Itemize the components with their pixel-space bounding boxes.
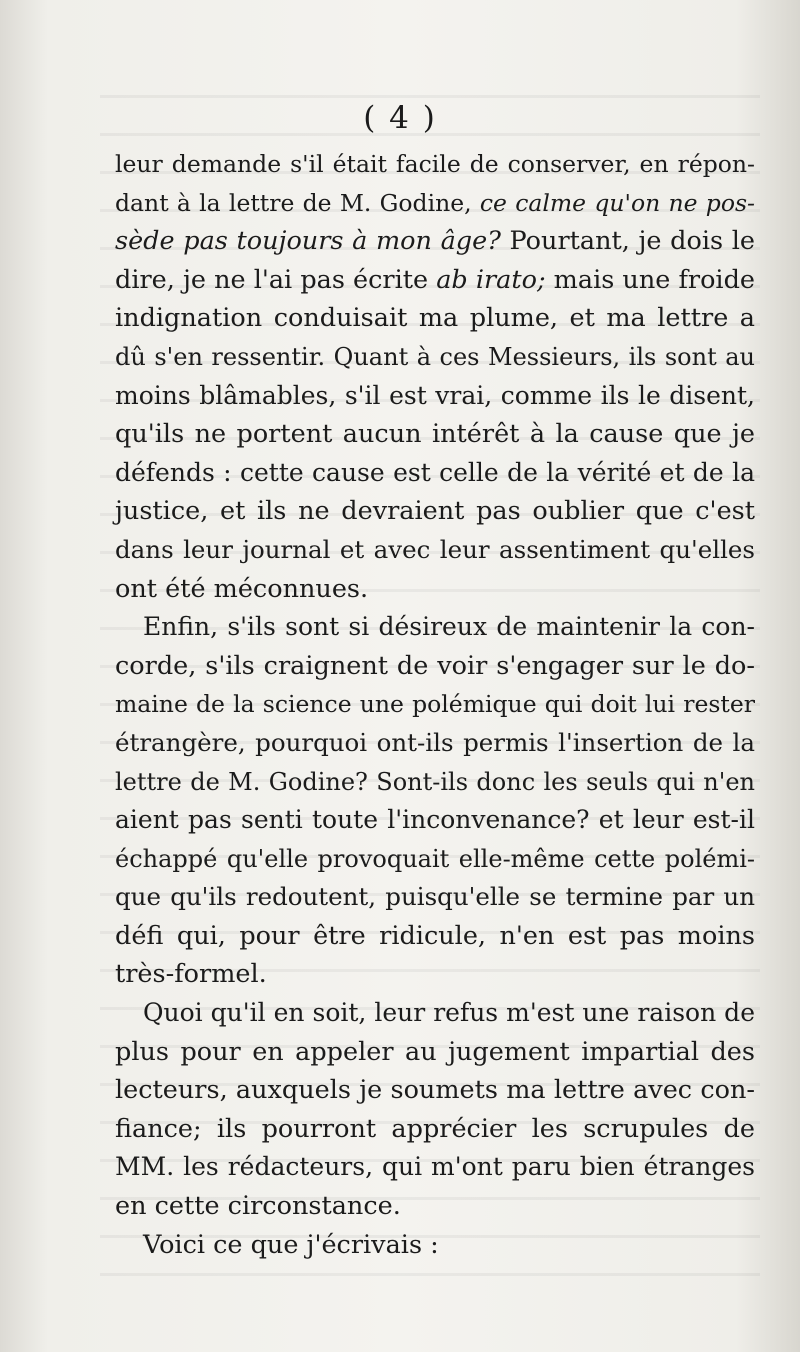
text-line: étrangère, pourquoi ont-ils permis l'insertion de la — [115, 727, 755, 757]
text-line: leur demande s'il était facile de conserver, en répon- — [115, 150, 755, 178]
text-line: dû s'en ressentir. Quant à ces Messieurs, ils sont au — [115, 342, 755, 371]
paragraph-start: Voici ce que j'écrivais : — [143, 1229, 439, 1260]
text-line: moins blâmables, s'il est vrai, comme ils le disent, — [115, 380, 755, 410]
text-line: défi qui, pour être ridicule, n'en est pas moins — [115, 920, 755, 951]
page-number: ( 4 ) — [363, 100, 437, 136]
paragraph-start: Quoi qu'il en soit, leur refus m'est une raison de — [143, 998, 755, 1028]
text-line: plus pour en appeler au jugement impartial des — [115, 1036, 755, 1067]
text-line: aient pas senti toute l'inconvenance? et leur est-il — [115, 805, 755, 835]
text-line: ont été méconnues. — [115, 573, 369, 604]
text-line: dant à la lettre de M. Godine, ce calme qu'on ne pos- — [115, 188, 755, 217]
text-line: lettre de M. Godine? Sont-ils donc les seuls qui n'en — [115, 767, 755, 796]
text-line: corde, s'ils craignent de voir s'engager sur le do- — [115, 650, 755, 681]
text-line: que qu'ils redoutent, puisqu'elle se termine par un — [115, 882, 755, 912]
text-line: en cette circonstance. — [115, 1191, 401, 1222]
text-line: échappé qu'elle provoquait elle-même cette polémi- — [115, 844, 755, 873]
text-line: indignation conduisait ma plume, et ma lettre a — [115, 303, 755, 334]
text-line: lecteurs, auxquels je soumets ma lettre avec con- — [115, 1075, 755, 1106]
text-line: justice, et ils ne devraient pas oublier que c'est — [115, 496, 755, 527]
text-line: fiance; ils pourront apprécier les scrupules de — [115, 1113, 755, 1144]
text-line: maine de la science une polémique qui doit lui rester — [115, 690, 755, 719]
text-line: qu'ils ne portent aucun intérêt à la cause que je — [115, 419, 755, 450]
text-line: dire, je ne l'ai pas écrite ab irato; mais une froide — [115, 264, 756, 295]
paragraph-start: Enfin, s'ils sont si désireux de maintenir la con- — [143, 612, 755, 642]
text-line: très-formel. — [115, 959, 267, 990]
text-line: dans leur journal et avec leur assentiment qu'elles — [115, 534, 755, 564]
body-text — [115, 145, 755, 1264]
text-line: défends : cette cause est celle de la vérité et de la — [115, 457, 755, 487]
text-line: sède pas toujours à mon âge? Pourtant, je dois le — [115, 226, 755, 257]
text-line: MM. les rédacteurs, qui m'ont paru bien étranges — [115, 1152, 755, 1182]
